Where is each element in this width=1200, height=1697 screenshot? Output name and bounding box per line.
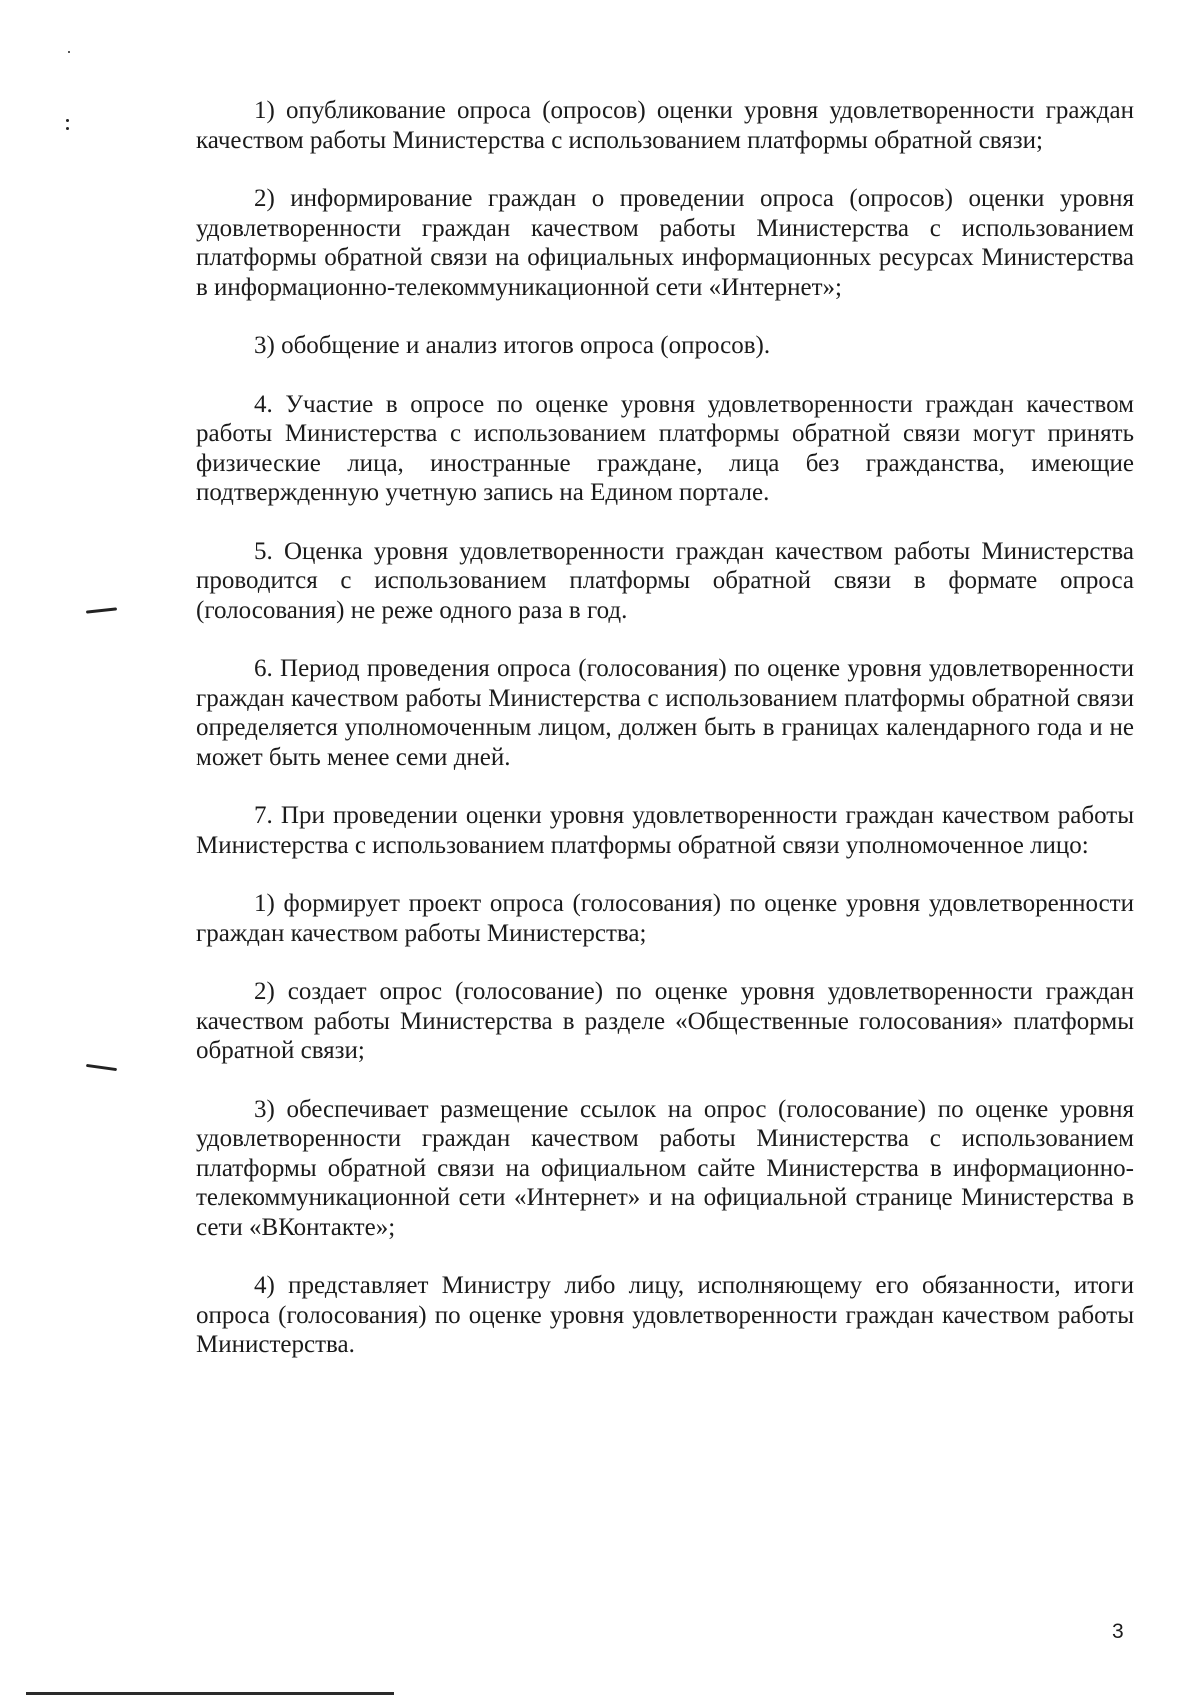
paragraph-subitem-1-forms-project: 1) формирует проект опроса (голосования) по оценке уровня удовлетворенности граждан качеством работы Министерства; — [196, 890, 1134, 947]
scan-artifact-dot — [66, 127, 69, 130]
bottom-divider — [26, 1692, 394, 1695]
document-body — [196, 96, 1134, 1389]
scan-artifact-dot — [66, 119, 69, 122]
scan-artifact-dot — [68, 51, 70, 53]
paragraph-clause-4-participation: 4. Участие в опросе по оценке уровня удовлетворенности граждан качеством работы Министерства с использованием платформы обратной связи могут принять физические лица, иностранные граждане, лица без гражданства, имеющие подтвержденную учетную запись на Едином портале. — [196, 390, 1134, 506]
page-number: 3 — [1112, 1620, 1124, 1643]
paragraph-clause-5-frequency: 5. Оценка уровня удовлетворенности граждан качеством работы Министерства проводится с использованием платформы обратной связи в формате опроса (голосования) не реже одного раза в год. — [196, 537, 1134, 624]
paragraph-subitem-3-publishes-links: 3) обеспечивает размещение ссылок на опрос (голосование) по оценке уровня удовлетворенности граждан качеством работы Министерства с использованием платформы обратной связи на официальном сайте Министерства в информационно-телекоммуникационной сети «Интернет» и на официальной странице Министерства в сети «ВКонтакте»; — [196, 1095, 1134, 1241]
scan-artifact-mark — [86, 607, 117, 613]
paragraph-item-2-informing: 2) информирование граждан о проведении опроса (опросов) оценки уровня удовлетворенности граждан качеством работы Министерства с использованием платформы обратной связи на официальных информационных ресурсах Министерства в информационно-телекоммуникационной сети «Интернет»; — [196, 185, 1134, 301]
paragraph-item-3-summary: 3) обобщение и анализ итогов опроса (опросов). — [254, 332, 771, 359]
paragraph-item-1-publication: 1) опубликование опроса (опросов) оценки уровня удовлетворенности граждан качеством работы Министерства с использованием платформы обратной связи; — [196, 97, 1134, 154]
paragraph-clause-7-authorized-person: 7. При проведении оценки уровня удовлетворенности граждан качеством работы Министерства с использованием платформы обратной связи уполномоченное лицо: — [196, 802, 1134, 859]
paragraph-subitem-2-creates-poll: 2) создает опрос (голосование) по оценке уровня удовлетворенности граждан качеством работы Министерства в разделе «Общественные голосования» платформы обратной связи; — [196, 978, 1134, 1064]
scan-artifact-mark — [86, 1064, 117, 1071]
paragraph-clause-6-period: 6. Период проведения опроса (голосования) по оценке уровня удовлетворенности граждан качеством работы Министерства с использованием платформы обратной связи определяется уполномоченным лицом, должен быть в границах календарного года и не может быть менее семи дней. — [196, 655, 1134, 771]
paragraph-subitem-4-reports-results: 4) представляет Министру либо лицу, исполняющему его обязанности, итоги опроса (голосования) по оценке уровня удовлетворенности граждан качеством работы Министерства. — [196, 1272, 1134, 1358]
